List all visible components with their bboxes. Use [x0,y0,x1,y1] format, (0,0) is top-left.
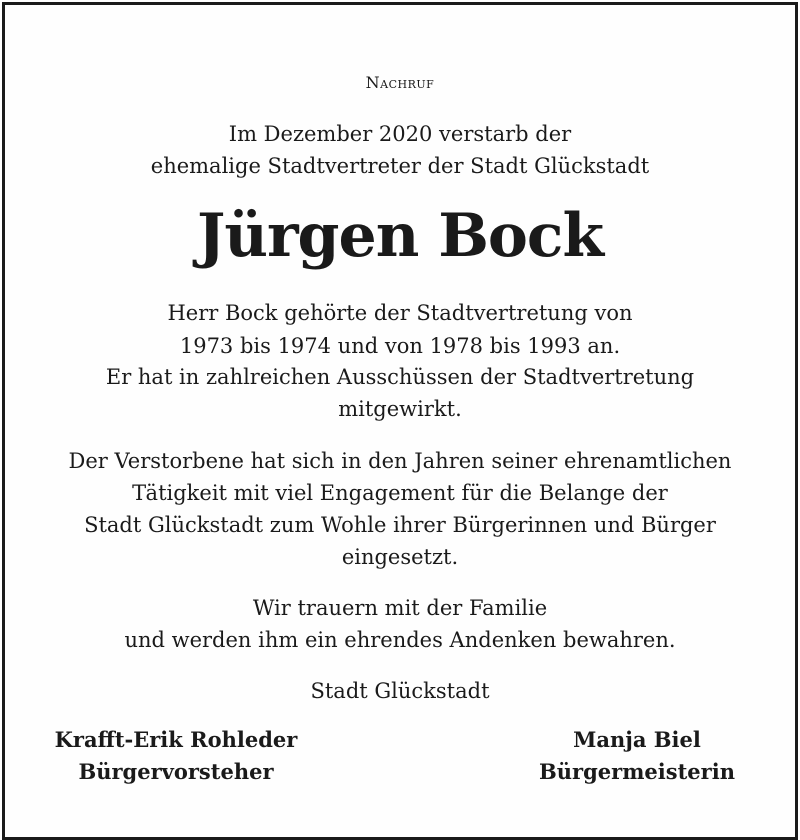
signatory-2-title: Bürgermeisterin [539,759,735,784]
issuer: Stadt Glückstadt [310,679,490,703]
paragraph-1-line-4: mitgewirkt. [338,397,462,421]
paragraph-3-line-1: Wir trauern mit der Familie [252,596,548,620]
paragraph-2-line-2: Tätigkeit mit viel Engagement für die Belange der [132,481,668,505]
intro-line-1: Im Dezember 2020 verstarb der [228,122,572,146]
notice-heading: Nachruf [365,73,435,92]
signatory-1-title: Bürgervorsteher [78,759,274,784]
paragraph-2-line-1: Der Verstorbene hat sich in den Jahren seiner ehrenamtlichen [68,449,732,473]
obituary-notice [2,2,798,840]
paragraph-1-line-1: Herr Bock gehörte der Stadtvertretung von [167,301,633,325]
paragraph-3-line-2: und werden ihm ein ehrendes Andenken bewahren. [124,628,676,652]
paragraph-2-line-4: eingesetzt. [341,545,459,569]
paragraph-1-line-3: Er hat in zahlreichen Ausschüssen der Stadtvertretung [105,365,695,389]
signatory-2-name: Manja Biel [573,727,701,752]
deceased-name: Jürgen Bock [196,201,604,271]
paragraph-2-line-3: Stadt Glückstadt zum Wohle ihrer Bürgerinnen und Bürger [84,513,716,537]
paragraph-1-line-2: 1973 bis 1974 und von 1978 bis 1993 an. [179,334,621,358]
intro-line-2: ehemalige Stadtvertreter der Stadt Glückstadt [150,154,650,178]
signatory-1-name: Krafft-Erik Rohleder [54,727,298,752]
